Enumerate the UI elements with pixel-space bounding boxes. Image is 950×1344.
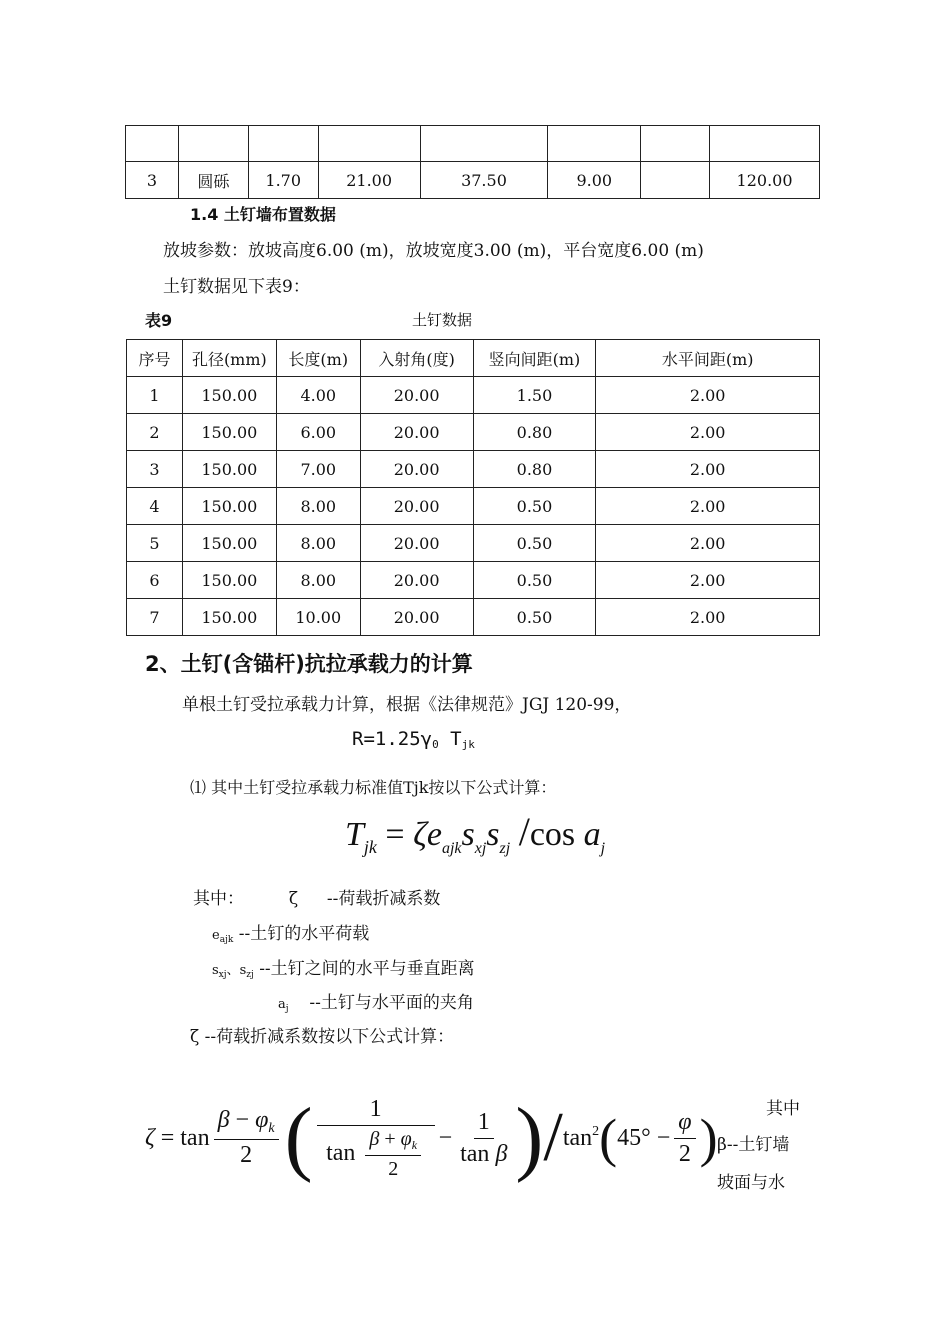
- table-cell: 0.80: [473, 414, 596, 451]
- table-header-row: [127, 340, 820, 377]
- table-row: [127, 488, 820, 525]
- table-cell: 3: [127, 451, 183, 488]
- table-cell: 1.50: [473, 377, 596, 414]
- zeta-definition: --荷载折减系数: [326, 889, 441, 909]
- table-cell: [318, 126, 420, 162]
- table9-label: 表9: [145, 311, 173, 330]
- table-cell: 150.00: [182, 562, 276, 599]
- zeta-formula-intro: ζ --荷载折减系数按以下公式计算：: [190, 1027, 455, 1047]
- column-header: 长度(m): [276, 340, 360, 377]
- table-cell: 150.00: [182, 525, 276, 562]
- table-cell: 8.00: [276, 562, 360, 599]
- table-cell: [641, 162, 710, 199]
- table-cell: 21.00: [318, 162, 420, 199]
- column-header: 水平间距(m): [596, 340, 820, 377]
- table-cell: 120.00: [710, 162, 820, 199]
- formula-r-gamma-sub: 0: [432, 738, 439, 751]
- table-cell: 150.00: [182, 599, 276, 636]
- table-cell: 0.50: [473, 488, 596, 525]
- table-cell: 10.00: [276, 599, 360, 636]
- table-cell: 1.70: [248, 162, 318, 199]
- table-cell: 7: [127, 599, 183, 636]
- table-cell: 9.00: [548, 162, 641, 199]
- formula-r-t-sub: jk: [461, 738, 475, 751]
- where-line: [193, 884, 440, 909]
- zeta-symbol: ζ: [288, 889, 299, 909]
- formula-r-gamma: γ: [420, 728, 433, 750]
- table-cell: [178, 126, 248, 162]
- angle-line: [278, 988, 474, 1014]
- table-row: [127, 562, 820, 599]
- table-cell: 20.00: [360, 414, 473, 451]
- sx-sub: xj: [218, 970, 227, 980]
- sx-symbol: s: [212, 963, 219, 978]
- formula-tjk: $T_{jk} = \zeta e_{ajk}s_{xj}s_{zj}$ /cos $a_j$: [345, 809, 606, 857]
- slope-params-text: 放坡参数：放坡高度6.00 (m)，放坡宽度3.00 (m)，平台宽度6.00 (m): [163, 241, 704, 261]
- table-cell: [710, 126, 820, 162]
- top-table: [125, 125, 820, 199]
- table-intro-text: 土钉数据见下表9：: [163, 277, 310, 297]
- table-cell: 0.80: [473, 451, 596, 488]
- section-heading-2: 2、土钉(含锚杆)抗拉承载力的计算: [145, 652, 473, 676]
- formula-r-t: T: [450, 728, 462, 750]
- separator: 、: [226, 963, 240, 978]
- spacing-definition: --土钉之间的水平与垂直距离: [259, 959, 475, 979]
- angle-definition: --土钉与水平面的夹角: [309, 993, 474, 1013]
- table9-caption: 土钉数据: [412, 311, 473, 329]
- where-label: 其中：: [193, 889, 244, 909]
- table-cell: [248, 126, 318, 162]
- eajk-definition: --土钉的水平荷载: [238, 924, 370, 944]
- table-cell: 150.00: [182, 451, 276, 488]
- table-cell: 3: [126, 162, 179, 199]
- column-header: 竖向间距(m): [473, 340, 596, 377]
- item-1-text: ⑴ 其中土钉受拉承载力标准值Tjk按以下公式计算：: [190, 778, 557, 797]
- table-cell: [641, 126, 710, 162]
- table-row: [127, 451, 820, 488]
- spacing-line: [212, 954, 475, 980]
- table-cell: 7.00: [276, 451, 360, 488]
- column-header: 序号: [127, 340, 183, 377]
- table-cell: 6.00: [276, 414, 360, 451]
- table-cell: 8.00: [276, 488, 360, 525]
- table-cell: 150.00: [182, 488, 276, 525]
- table-cell: 150.00: [182, 414, 276, 451]
- eajk-line: [212, 919, 369, 945]
- side-note-line-3: 坡面与水: [717, 1173, 785, 1193]
- table-cell: 37.50: [420, 162, 548, 199]
- table-cell: 2.00: [596, 525, 820, 562]
- eajk-symbol: e: [212, 928, 220, 943]
- table-cell: [420, 126, 548, 162]
- column-header: 入射角(度): [360, 340, 473, 377]
- table-cell: 8.00: [276, 525, 360, 562]
- table-cell: 2.00: [596, 377, 820, 414]
- aj-sub: j: [285, 1004, 289, 1014]
- formula-r-lhs: R=1.25: [352, 728, 421, 750]
- table-cell: 2: [127, 414, 183, 451]
- table-cell: 0.50: [473, 562, 596, 599]
- table-row: [126, 162, 820, 199]
- formula-r: [352, 728, 475, 751]
- eajk-sub: ajk: [219, 935, 234, 945]
- table-cell: 5: [127, 525, 183, 562]
- side-note-line-2: β--土钉墙: [717, 1135, 790, 1155]
- table-cell: 20.00: [360, 562, 473, 599]
- table-cell: 圆砾: [178, 162, 248, 199]
- side-note-line-1: 其中: [766, 1099, 800, 1119]
- table-cell: 6: [127, 562, 183, 599]
- table-cell: 20.00: [360, 377, 473, 414]
- top-table-empty-row: [126, 126, 820, 162]
- table-cell: 1: [127, 377, 183, 414]
- table-cell: 0.50: [473, 599, 596, 636]
- section-2-intro: 单根土钉受拉承载力计算，根据《法律规范》JGJ 120-99，: [182, 695, 632, 715]
- table-cell: 4.00: [276, 377, 360, 414]
- table-cell: 0.50: [473, 525, 596, 562]
- table-cell: 20.00: [360, 451, 473, 488]
- soil-nail-data-table: [126, 339, 820, 636]
- table-row: [127, 599, 820, 636]
- table-row: [127, 377, 820, 414]
- column-header: 孔径(mm): [182, 340, 276, 377]
- sz-sub: zj: [246, 970, 254, 980]
- formula-zeta: ζ = tan $\frac{\beta - \varphi_k}{2}$ ( 1 tan $\frac{\beta + \varphi_k}{2}$ − $\frac{1}{\text{tan β}}$ ) / $\tan^2$ ( 45° − $\frac{\varphi}{2}$ ): [145, 1091, 718, 1184]
- table-row: [127, 525, 820, 562]
- section-heading-1-4: 1.4 土钉墙布置数据: [190, 205, 336, 224]
- table-cell: [126, 126, 179, 162]
- table-cell: 20.00: [360, 599, 473, 636]
- table-cell: 2.00: [596, 599, 820, 636]
- aj-symbol: a: [278, 997, 286, 1012]
- table-cell: 20.00: [360, 525, 473, 562]
- table-cell: 2.00: [596, 488, 820, 525]
- table-cell: 2.00: [596, 451, 820, 488]
- table-cell: 20.00: [360, 488, 473, 525]
- table-cell: 2.00: [596, 562, 820, 599]
- table-cell: 2.00: [596, 414, 820, 451]
- table-cell: 150.00: [182, 377, 276, 414]
- sz-symbol: s: [239, 963, 247, 978]
- table-cell: [548, 126, 641, 162]
- table-cell: 4: [127, 488, 183, 525]
- table-row: [127, 414, 820, 451]
